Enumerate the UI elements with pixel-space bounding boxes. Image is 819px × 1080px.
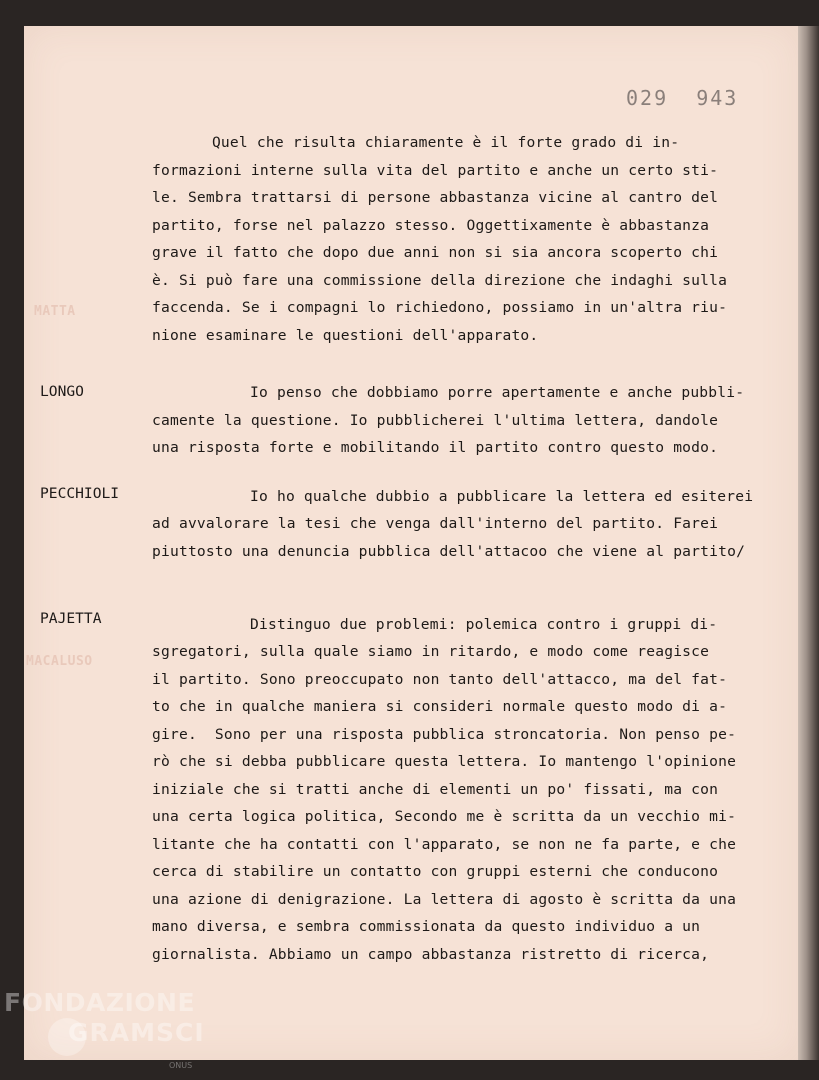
text-line: le. Sembra trattarsi di persone abbastanza vicine al cantro del bbox=[152, 189, 719, 206]
g-logo-icon bbox=[48, 1018, 86, 1056]
text-line: mano diversa, e sembra commissionata da questo individuo a un bbox=[152, 918, 701, 935]
text-line: camente la questione. Io pubblicherei l'ultima lettera, dandole bbox=[152, 412, 719, 429]
speaker-name: LONGO bbox=[40, 383, 84, 400]
text-line: giornalista. Abbiamo un campo abbastanza ristretto di ricerca, bbox=[152, 946, 710, 963]
text-line: cerca di stabilire un contatto con gruppi esterni che conducono bbox=[152, 863, 719, 880]
text-line: partito, forse nel palazzo stesso. Oggettixamente è abbastanza bbox=[152, 217, 710, 234]
page-edge bbox=[798, 26, 819, 1060]
speaker-name: PECCHIOLI bbox=[40, 485, 120, 502]
document-page bbox=[24, 26, 798, 1060]
watermark-logo bbox=[4, 988, 205, 1070]
text-line: formazioni interne sulla vita del partito e anche un certo sti- bbox=[152, 162, 719, 179]
text-line: una certa logica politica, Secondo me è scritta da un vecchio mi- bbox=[152, 808, 737, 825]
text-line: una azione di denigrazione. La lettera di agosto è scritta da una bbox=[152, 891, 737, 908]
ghost-speaker: MACALUSO bbox=[26, 654, 93, 669]
text-line: rò che si debba pubblicare questa lettera. Io mantengo l'opinione bbox=[152, 753, 737, 770]
ghost-speaker: MATTA bbox=[34, 304, 76, 319]
page-number: 029 943 bbox=[626, 86, 739, 110]
text-line: to che in qualche maniera si consideri normale questo modo di a- bbox=[152, 698, 728, 715]
text-line: faccenda. Se i compagni lo richiedono, possiamo in un'altra riu- bbox=[152, 299, 728, 316]
text-line: il partito. Sono preoccupato non tanto dell'attacco, ma del fat- bbox=[152, 671, 728, 688]
text-line: Distinguo due problemi: polemica contro i gruppi di- bbox=[250, 616, 718, 633]
text-line: ad avvalorare la tesi che venga dall'interno del partito. Farei bbox=[152, 515, 719, 532]
watermark-line2: GRAMSCI bbox=[68, 1018, 205, 1047]
text-line: grave il fatto che dopo due anni non si sia ancora scoperto chi bbox=[152, 244, 719, 261]
watermark-small: ONUS bbox=[169, 1061, 193, 1070]
watermark-line1: FONDAZIONE bbox=[4, 988, 196, 1017]
text-line: Quel che risulta chiaramente è il forte grado di in- bbox=[176, 134, 680, 151]
text-line: gire. Sono per una risposta pubblica stroncatoria. Non penso pe- bbox=[152, 726, 737, 743]
text-line: iniziale che si tratti anche di elementi un po' fissati, ma con bbox=[152, 781, 719, 798]
text-line: Io ho qualche dubbio a pubblicare la lettera ed esiterei bbox=[250, 488, 754, 505]
text-line: nione esaminare le questioni dell'apparato. bbox=[152, 327, 539, 344]
text-line: una risposta forte e mobilitando il partito contro questo modo. bbox=[152, 439, 719, 456]
text-line: piuttosto una denuncia pubblica dell'attacoo che viene al partito/ bbox=[152, 543, 746, 560]
text-line: sgregatori, sulla quale siamo in ritardo, e modo come reagisce bbox=[152, 643, 710, 660]
speaker-name: PAJETTA bbox=[40, 610, 102, 627]
text-line: litante che ha contatti con l'apparato, se non ne fa parte, e che bbox=[152, 836, 737, 853]
text-line: è. Si può fare una commissione della direzione che indaghi sulla bbox=[152, 272, 728, 289]
text-line: Io penso che dobbiamo porre apertamente e anche pubbli- bbox=[250, 384, 745, 401]
